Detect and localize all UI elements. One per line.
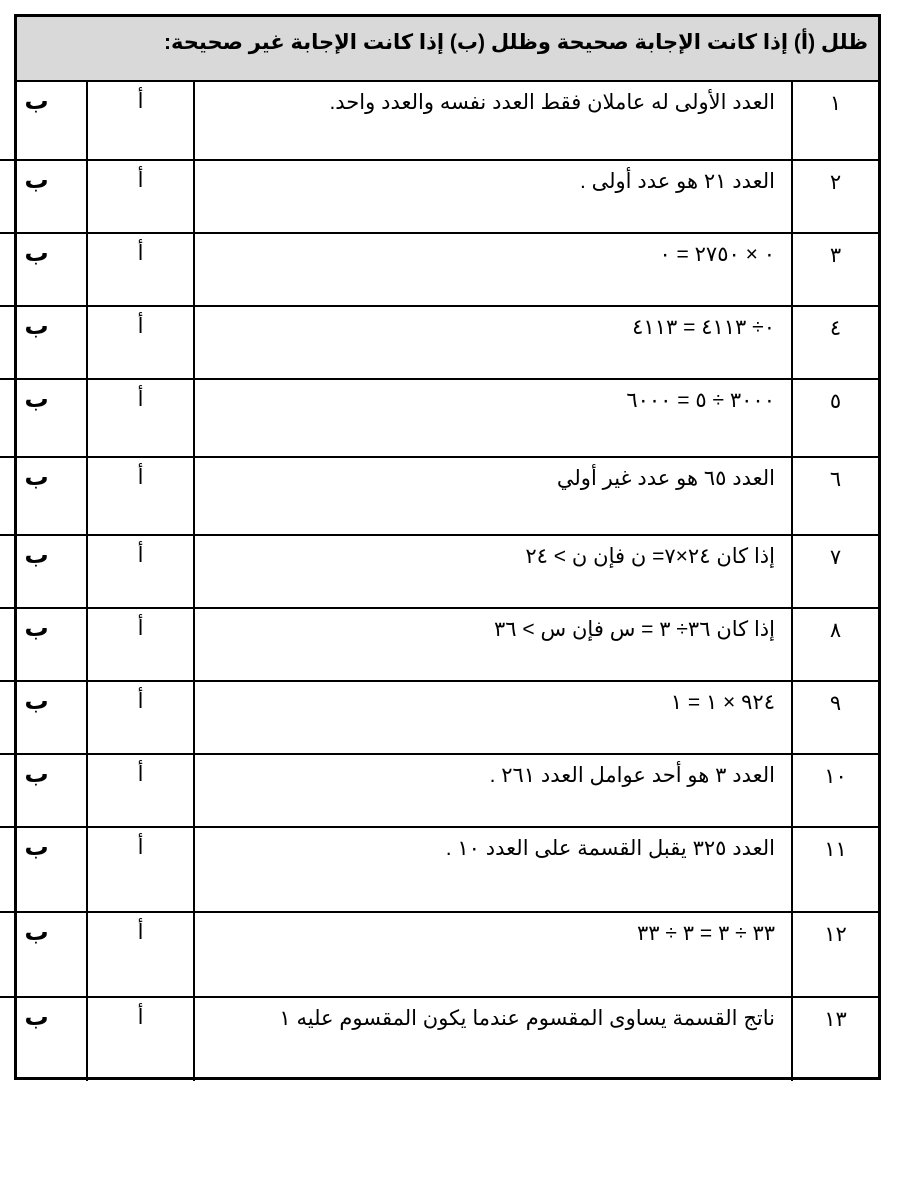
option-a-bubble[interactable]: أ [87, 160, 194, 233]
option-a-bubble[interactable]: أ [87, 997, 194, 1081]
question-row [0, 997, 878, 1081]
option-a-bubble[interactable]: أ [87, 608, 194, 681]
instructions-header: ظلل (أ) إذا كانت الإجابة صحيحة وظلل (ب) إذا كانت الإجابة غير صحيحة: [17, 17, 878, 82]
question-statement: العدد ٣٢٥ يقبل القسمة على العدد ١٠ . [194, 827, 792, 912]
question-statement: ٠÷ ٤١١٣ = ٤١١٣ [194, 306, 792, 379]
question-row [0, 535, 878, 608]
option-a-bubble[interactable]: أ [87, 306, 194, 379]
question-row [0, 82, 878, 160]
question-row [0, 306, 878, 379]
option-b-bubble[interactable]: ب [0, 233, 87, 306]
question-statement: ٠ × ٢٧٥٠ = ٠ [194, 233, 792, 306]
question-number: ١٢ [792, 912, 878, 997]
option-a-bubble[interactable]: أ [87, 233, 194, 306]
question-statement: ناتج القسمة يساوى المقسوم عندما يكون المقسوم عليه ١ [194, 997, 792, 1081]
option-b-bubble[interactable]: ب [0, 535, 87, 608]
option-b-bubble[interactable]: ب [0, 754, 87, 827]
option-b-bubble[interactable]: ب [0, 306, 87, 379]
question-row [0, 608, 878, 681]
question-number: ٢ [792, 160, 878, 233]
question-statement: ٩٢٤ × ١ = ١ [194, 681, 792, 754]
option-a-bubble[interactable]: أ [87, 535, 194, 608]
question-row [0, 160, 878, 233]
question-statement: إذا كان ٢٤×٧= ن فإن ن > ٢٤ [194, 535, 792, 608]
option-b-bubble[interactable]: ب [0, 379, 87, 457]
option-a-bubble[interactable]: أ [87, 827, 194, 912]
question-statement: العدد ٣ هو أحد عوامل العدد ٢٦١ . [194, 754, 792, 827]
option-b-bubble[interactable]: ب [0, 608, 87, 681]
question-row [0, 912, 878, 997]
question-statement: العدد ٢١ هو عدد أولى . [194, 160, 792, 233]
question-statement: ٣٣ ÷ ٣ = ٣ ÷ ٣٣ [194, 912, 792, 997]
option-a-bubble[interactable]: أ [87, 379, 194, 457]
option-a-bubble[interactable]: أ [87, 754, 194, 827]
option-a-bubble[interactable]: أ [87, 457, 194, 535]
question-row [0, 754, 878, 827]
option-b-bubble[interactable]: ب [0, 160, 87, 233]
question-statement: العدد الأولى له عاملان فقط العدد نفسه والعدد واحد. [194, 82, 792, 160]
question-row [0, 827, 878, 912]
question-row [0, 233, 878, 306]
option-a-bubble[interactable]: أ [87, 912, 194, 997]
option-b-bubble[interactable]: ب [0, 82, 87, 160]
question-number: ٧ [792, 535, 878, 608]
option-b-bubble[interactable]: ب [0, 912, 87, 997]
question-number: ١٣ [792, 997, 878, 1081]
question-number: ٨ [792, 608, 878, 681]
question-number: ٩ [792, 681, 878, 754]
question-row [0, 681, 878, 754]
question-number: ٤ [792, 306, 878, 379]
option-a-bubble[interactable]: أ [87, 82, 194, 160]
option-b-bubble[interactable]: ب [0, 681, 87, 754]
option-b-bubble[interactable]: ب [0, 997, 87, 1081]
question-number: ١ [829, 92, 842, 115]
option-b-bubble[interactable]: ب [0, 457, 87, 535]
question-number: ١١ [792, 827, 878, 912]
question-row [0, 457, 878, 535]
option-b-bubble[interactable]: ب [0, 827, 87, 912]
question-statement: العدد ٦٥ هو عدد غير أولي [194, 457, 792, 535]
question-number: ٦ [792, 457, 878, 535]
question-statement: إذا كان ٣٦÷ ٣ = س فإن س > ٣٦ [194, 608, 792, 681]
question-number: ١٠ [792, 754, 878, 827]
question-row [0, 379, 878, 457]
questions-table [0, 82, 878, 1081]
question-statement: ٣٠٠٠ ÷ ٥ = ٦٠٠٠ [194, 379, 792, 457]
question-number: ٣ [792, 233, 878, 306]
quiz-sheet [14, 14, 881, 1080]
option-a-bubble[interactable]: أ [87, 681, 194, 754]
question-number: ٥ [792, 379, 878, 457]
